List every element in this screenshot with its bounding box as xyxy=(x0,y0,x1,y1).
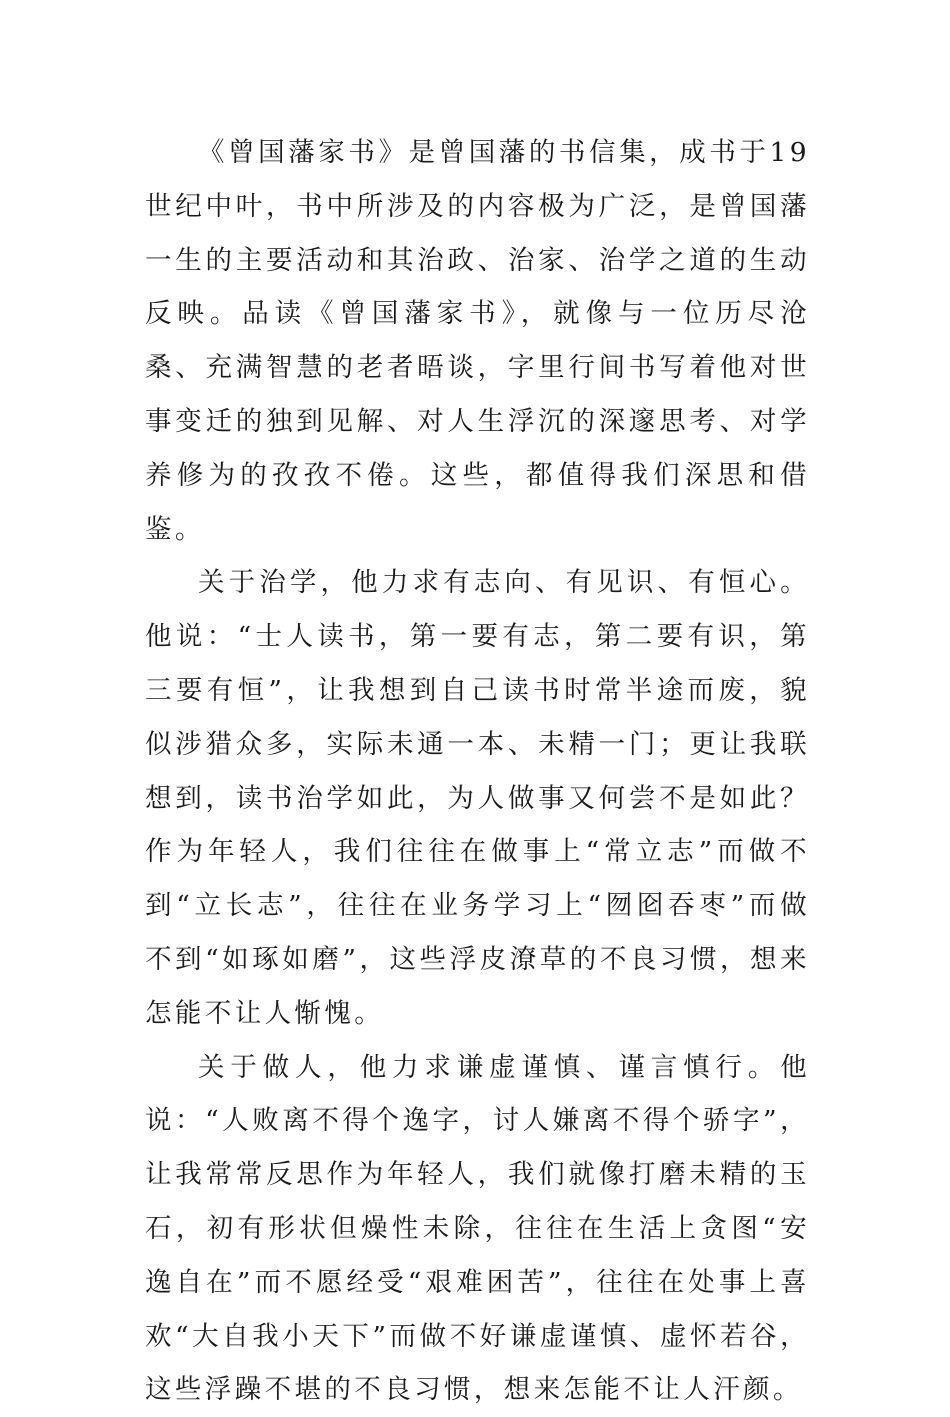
article-body xyxy=(145,126,810,1417)
paragraph-conduct: 关于做人，他力求谦虚谨慎、谨言慎行。他说：“人败离不得个逸字，讨人嫌离不得个骄字”，让我常常反思作为年轻人，我们就像打磨未精的玉石，初有形状但燥性未除，往往在生活上贪图“安逸自在”而不愿经受“艰难困苦”，往往在处事上喜欢“大自我小天下”而做不好谦虚谨慎、虚怀若谷，这些浮躁不堪的不良习惯，想来怎能不让人汗颜。 xyxy=(145,1051,810,1406)
paragraph-intro: 《曾国藩家书》是曾国藩的书信集，成书于19世纪中叶，书中所涉及的内容极为广泛，是曾国藩一生的主要活动和其治政、治家、治学之道的生动反映。品读《曾国藩家书》，就像与一位历尽沧桑、充满智慧的老者晤谈，字里行间书写着他对世事变迁的独到见解、对人生浮沉的深邃思考、对学养修为的孜孜不倦。这些，都值得我们深思和借鉴。 xyxy=(145,137,810,545)
paragraph-scholarship: 关于治学，他力求有志向、有见识、有恒心。他说：“士人读书，第一要有志，第二要有识，第三要有恒”，让我想到自己读书时常半途而废，貌似涉猎众多，实际未通一本、未精一门；更让我联想到，读书治学如此，为人做事又何尝不是如此？作为年轻人，我们往往在做事上“常立志”而做不到“立长志”，往往在业务学习上“囫囵吞枣”而做不到“如琢如磨”，这些浮皮潦草的不良习惯，想来怎能不让人惭愧。 xyxy=(145,567,810,1029)
